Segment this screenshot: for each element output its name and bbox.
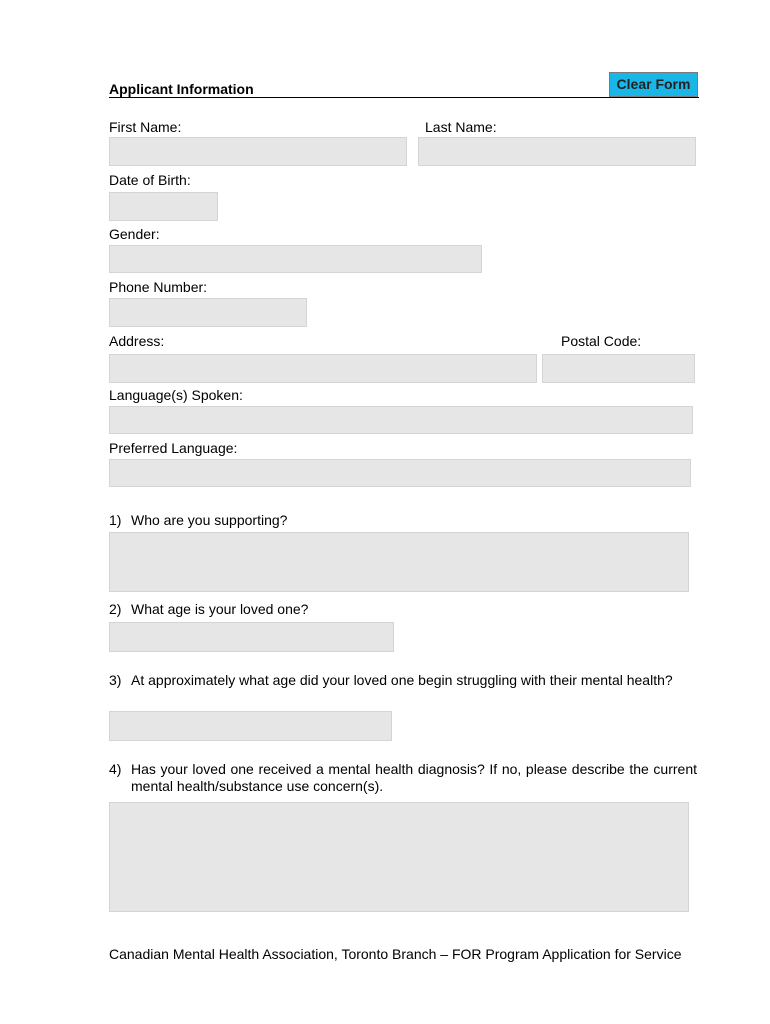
address-field[interactable]	[109, 354, 537, 383]
dob-field[interactable]	[109, 192, 218, 221]
address-label: Address:	[109, 333, 165, 349]
question-3-text: At approximately what age did your loved one begin struggling with their mental health?	[131, 672, 673, 688]
section-title: Applicant Information	[109, 81, 254, 97]
question-4-number: 4)	[109, 761, 122, 777]
question-1-number: 1)	[109, 512, 122, 528]
dob-label: Date of Birth:	[109, 172, 191, 188]
question-2-answer[interactable]	[109, 622, 394, 652]
phone-field[interactable]	[109, 298, 307, 327]
question-2-number: 2)	[109, 601, 122, 617]
preferred-language-field[interactable]	[109, 459, 691, 487]
first-name-label: First Name:	[109, 119, 182, 135]
question-1-answer[interactable]	[109, 532, 689, 592]
postal-code-label: Postal Code:	[561, 333, 642, 349]
question-4-answer[interactable]	[109, 802, 689, 912]
question-4-text: Has your loved one received a mental health diagnosis? If no, please describe the current mental health/substance use concern(s).	[131, 761, 697, 794]
page-footer: Canadian Mental Health Association, Toronto Branch – FOR Program Application for Service	[109, 946, 682, 962]
languages-field[interactable]	[109, 406, 693, 434]
postal-code-field[interactable]	[542, 354, 695, 383]
preferred-language-label: Preferred Language:	[109, 440, 238, 456]
clear-form-button[interactable]: Clear Form	[609, 72, 698, 97]
last-name-field[interactable]	[418, 137, 696, 166]
question-3	[109, 672, 697, 706]
question-1-text: Who are you supporting?	[131, 512, 288, 528]
phone-label: Phone Number:	[109, 279, 208, 295]
question-3-number: 3)	[109, 672, 122, 688]
question-2	[109, 601, 697, 618]
gender-field[interactable]	[109, 245, 482, 273]
last-name-label: Last Name:	[425, 119, 497, 135]
question-2-text: What age is your loved one?	[131, 601, 309, 617]
question-4	[109, 761, 697, 795]
languages-label: Language(s) Spoken:	[109, 387, 243, 403]
first-name-field[interactable]	[109, 137, 407, 166]
question-3-answer[interactable]	[109, 711, 392, 741]
section-divider	[109, 97, 699, 98]
question-1	[109, 512, 697, 529]
gender-label: Gender:	[109, 226, 160, 242]
